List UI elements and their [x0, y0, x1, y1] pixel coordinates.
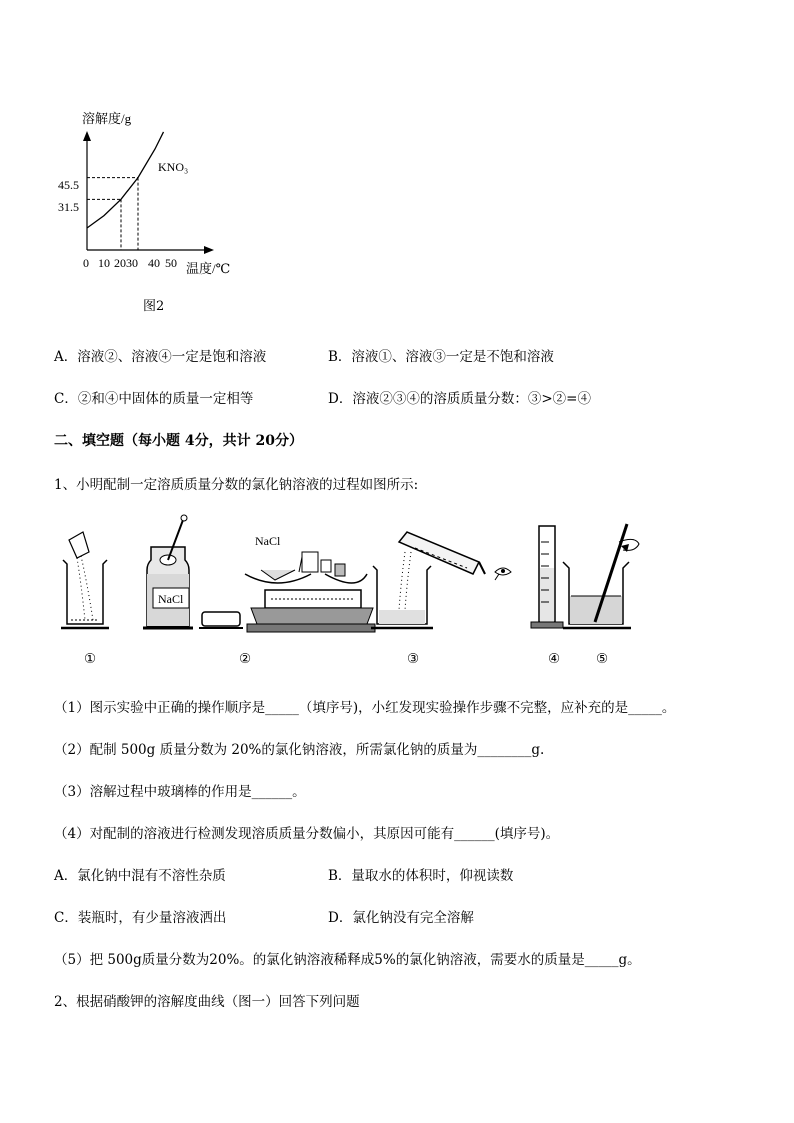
step-label-1: ①	[84, 651, 97, 667]
q1-sub1: （1）图示实验中正确的操作顺序是_____（填序号)，小红发现实验操作步骤不完整，应补充的是_____。	[54, 700, 676, 716]
q1-sub4: （4）对配制的溶液进行检测发现溶质质量分数偏小，其原因可能有______(填序号)。	[54, 826, 560, 842]
option-a-prev: A．溶液②、溶液④一定是饱和溶液	[54, 349, 267, 365]
graduated-cylinder	[531, 526, 563, 628]
step-label-3: ③	[407, 651, 420, 667]
solubility-chart	[50, 105, 250, 280]
option-b-prev: B．溶液①、溶液③一定是不饱和溶液	[328, 349, 554, 365]
option-c-prev: C．②和④中固体的质量一定相等	[54, 391, 254, 407]
q1-option-a: A．氯化钠中混有不溶性杂质	[54, 868, 226, 884]
x-tick-50: 50	[165, 256, 177, 270]
x-tick-0: 0	[83, 256, 89, 270]
q1-stem: 1、小明配制一定溶质质量分数的氯化钠溶液的过程如图所示:	[54, 477, 419, 493]
bottle-label: NaCl	[158, 592, 184, 606]
x-tick-10: 10	[98, 256, 110, 270]
y-axis-arrow	[83, 131, 91, 141]
beaker-pouring-salt	[61, 532, 109, 628]
q2-stem: 2、根据硝酸钾的溶解度曲线（图一）回答下列问题	[54, 994, 360, 1010]
q1-sub2: （2）配制 500g 质量分数为 20%的氯化钠溶液，所需氯化钠的质量为________g.	[54, 742, 545, 758]
y-tick-45-5: 45.5	[58, 178, 79, 192]
q1-option-d: D．氯化钠没有完全溶解	[328, 910, 474, 926]
step-label-4: ④	[548, 651, 561, 667]
experiment-figure	[55, 512, 735, 672]
balance-nacl-label: NaCl	[255, 534, 281, 548]
q1-sub5: （5）把 500g质量分数为20%。的氯化钠溶液稀释成5%的氯化钠溶液，需要水的质量是_____g。	[54, 952, 641, 968]
q1-option-b: B．量取水的体积时，仰视读数	[328, 868, 514, 884]
kno3-curve	[87, 132, 164, 228]
series-label-kno3: KNO₃	[158, 160, 189, 174]
eye-icon	[495, 568, 511, 580]
x-axis-label: 温度/℃	[186, 261, 231, 276]
y-axis-label: 溶解度/g	[82, 111, 132, 126]
x-axis-arrow	[204, 246, 214, 254]
x-tick-40: 40	[148, 256, 160, 270]
nacl-reagent-bottle	[143, 515, 243, 628]
q1-sub3: （3）溶解过程中玻璃棒的作用是______。	[54, 784, 306, 800]
beaker-stirring-rod	[563, 524, 639, 628]
option-d-prev: D．溶液②③④的溶质质量分数：③>②=④	[328, 391, 591, 407]
step-label-5: ⑤	[596, 651, 609, 667]
y-tick-31-5: 31.5	[58, 200, 79, 214]
beaker-cylinder-pour	[371, 532, 485, 628]
step-label-2: ②	[239, 651, 252, 667]
x-tick-2030: 2030	[114, 256, 138, 270]
q1-option-c: C．装瓶时，有少量溶液洒出	[54, 910, 227, 926]
section-heading: 二、填空题（每小题 4分，共计 20分）	[54, 433, 303, 449]
figure-caption: 图2	[143, 299, 165, 314]
balance-scale	[245, 534, 375, 632]
